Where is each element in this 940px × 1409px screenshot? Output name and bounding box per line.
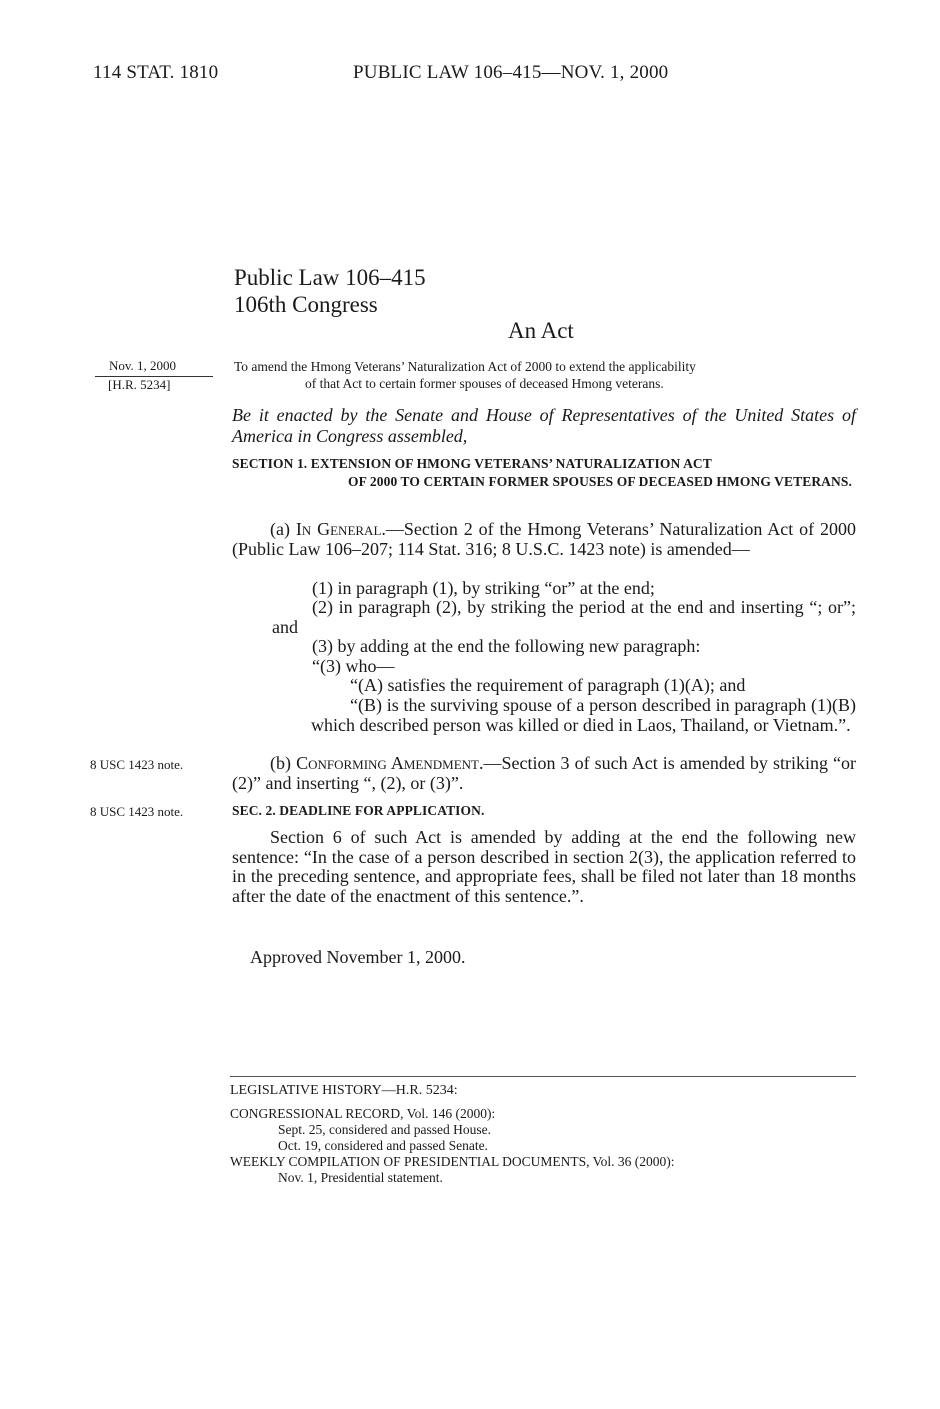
approval-date: Approved November 1, 2000. — [250, 947, 466, 967]
usc-note-section2: 8 USC 1423 note. — [90, 804, 184, 819]
paragraph-2: (2) in paragraph (2), by striking the period at the end and inserting “; or”; and — [272, 597, 856, 637]
subparagraph-B: “(B) is the surviving spouse of a person described in paragraph (1)(B) which described person was killed or died in Laos, Thailand, or Vietnam.”. — [311, 695, 856, 735]
subsection-a-text: —Section 2 of the Hmong Veterans’ Naturalization Act of 2000 (Public Law 106–207; 114 Stat. 316; 8 U.S.C. 1423 note) is amended— — [232, 519, 856, 559]
running-header-law: PUBLIC LAW 106–415—NOV. 1, 2000 — [353, 62, 669, 83]
section-1-heading — [232, 455, 857, 491]
subsection-b-caption: Conforming Amendment. — [296, 753, 484, 773]
senate-action: Oct. 19, considered and passed Senate. — [278, 1138, 488, 1153]
paragraph-1: (1) in paragraph (1), by striking “or” at the end; — [312, 578, 655, 598]
purpose-line-1: To amend the Hmong Veterans’ Naturalization Act of 2000 to extend the applicability — [234, 359, 696, 374]
subsection-b-label: (b) — [270, 753, 297, 773]
history-divider — [230, 1076, 856, 1077]
paragraph-3: (3) by adding at the end the following new paragraph: — [312, 636, 701, 656]
section-2-heading: SEC. 2. DEADLINE FOR APPLICATION. — [232, 803, 485, 818]
usc-note-section1b: 8 USC 1423 note. — [90, 757, 184, 772]
section-2-text: Section 6 of such Act is amended by adding at the end the following new sentence: “In the case of a person described in section 2(3), the application referred to in the preceding sentence, and appropriate fees, shall be filed not later than 18 months after the date of the enactment of this sentence.”. — [232, 827, 856, 906]
subsection-a — [232, 520, 856, 559]
legislative-history-title: LEGISLATIVE HISTORY—H.R. 5234: — [230, 1083, 458, 1098]
congress-number: 106th Congress — [234, 292, 378, 317]
subsection-a-caption: In General. — [295, 519, 386, 539]
house-action: Sept. 25, considered and passed House. — [278, 1122, 491, 1137]
paragraph-3-quote: “(3) who— — [312, 656, 395, 676]
act-purpose — [234, 358, 856, 392]
weekly-compilation: WEEKLY COMPILATION OF PRESIDENTIAL DOCUMENTS, Vol. 36 (2000): — [230, 1154, 675, 1169]
public-law-number: Public Law 106–415 — [234, 265, 426, 290]
subsection-b-text: —Section 3 of such Act is amended by striking “or (2)” and inserting “, (2), or (3)”. — [232, 753, 856, 793]
subsection-b — [232, 754, 856, 793]
stat-page-number: 114 STAT. 1810 — [93, 62, 219, 83]
section-1-heading-line1: SECTION 1. EXTENSION OF HMONG VETERANS’ NATURALIZATION ACT — [232, 456, 712, 471]
subparagraph-A: “(A) satisfies the requirement of paragraph (1)(A); and — [350, 675, 746, 695]
subsection-a-label: (a) — [270, 519, 296, 539]
bill-number-note: [H.R. 5234] — [108, 377, 171, 392]
presidential-statement: Nov. 1, Presidential statement. — [278, 1170, 443, 1185]
congressional-record: CONGRESSIONAL RECORD, Vol. 146 (2000): — [230, 1106, 496, 1121]
enactment-date-note: Nov. 1, 2000 — [109, 358, 177, 373]
act-heading: An Act — [508, 318, 574, 343]
enacting-clause: Be it enacted by the Senate and House of Representatives of the United States of America in Congress assembled, — [232, 405, 856, 446]
section-1-heading-rest: OF 2000 TO CERTAIN FORMER SPOUSES OF DECEASED HMONG VETERANS. — [348, 474, 852, 489]
purpose-line-2: of that Act to certain former spouses of deceased Hmong veterans. — [305, 376, 664, 391]
